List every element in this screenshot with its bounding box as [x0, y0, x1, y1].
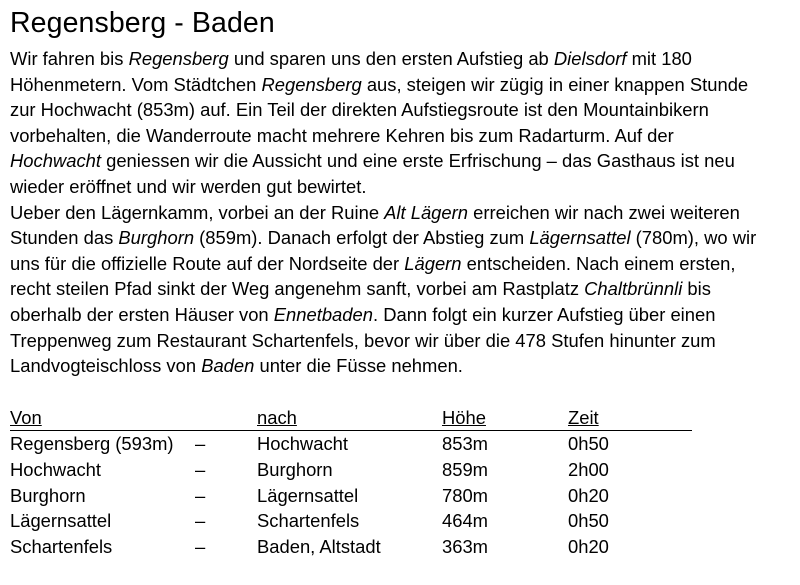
from-cell: Schartenfels — [10, 535, 113, 557]
paragraph-line — [10, 200, 786, 226]
italic-place-name: Baden — [201, 355, 255, 377]
altitude-cell: 363m — [442, 535, 489, 557]
header-von: Von — [10, 406, 42, 428]
text-segment: und sparen uns den ersten Aufstieg ab — [228, 48, 554, 69]
paragraph-line — [10, 123, 786, 149]
to-cell: Baden, Altstadt — [257, 535, 381, 557]
table-row — [10, 508, 692, 534]
paragraph-line — [10, 353, 786, 379]
page-title: Regensberg - Baden — [10, 7, 275, 39]
text-segment: vorbehalten, die Wanderroute macht mehrere Kehren bis zum Radarturm. Auf der — [10, 124, 674, 146]
italic-place-name: Regensberg — [261, 73, 362, 95]
table-row — [10, 534, 692, 560]
text-segment: bis — [682, 278, 711, 300]
time-cell: 0h50 — [568, 510, 609, 532]
to-cell: Burghorn — [257, 458, 333, 480]
text-segment: Wir fahren bis — [10, 48, 129, 69]
text-segment: entscheiden. Nach einem ersten, — [461, 252, 736, 274]
from-cell: Burghorn — [10, 484, 86, 506]
text-segment: Ueber den Lägernkamm, vorbei an der Ruine — [10, 201, 385, 223]
table-header-row — [10, 405, 692, 431]
dash-cell: – — [195, 535, 206, 557]
text-segment: zur Hochwacht (853m) auf. Ein Teil der direkten Aufstiegsroute ist den Mountainbikern — [10, 99, 709, 121]
table-row — [10, 431, 692, 457]
paragraph-line — [10, 72, 786, 98]
altitude-cell: 853m — [442, 433, 489, 455]
header-dash — [195, 405, 257, 431]
text-segment: mit 180 — [626, 48, 692, 69]
header-hoehe: Höhe — [442, 406, 486, 428]
altitude-cell: 780m — [442, 484, 489, 506]
italic-place-name: Chaltbrünnli — [584, 278, 683, 300]
dash-cell: – — [195, 433, 206, 455]
header-nach: nach — [257, 406, 297, 428]
dash-cell: – — [195, 484, 206, 506]
from-cell: Hochwacht — [10, 458, 101, 480]
paragraph-line — [10, 97, 786, 123]
from-cell: Lägernsattel — [10, 510, 112, 532]
text-segment: Stunden das — [10, 227, 119, 249]
text-segment: unter die Füsse nehmen. — [254, 355, 463, 377]
text-segment: Landvogteischloss von — [10, 355, 202, 377]
italic-place-name: Lägern — [404, 252, 462, 274]
italic-place-name: Regensberg — [128, 48, 229, 69]
text-segment: Treppenweg zum Restaurant Schartenfels, bevor wir über die 478 Stufen hinunter zum — [10, 329, 716, 351]
text-segment: Höhenmetern. Vom Städtchen — [10, 73, 262, 95]
italic-place-name: Dielsdorf — [553, 48, 627, 69]
text-segment: geniessen wir die Aussicht und eine erste Erfrischung – das Gasthaus ist neu — [100, 150, 735, 172]
italic-place-name: Ennetbaden — [273, 303, 373, 325]
altitude-cell: 464m — [442, 510, 489, 532]
paragraph-line — [10, 328, 786, 354]
time-cell: 0h20 — [568, 484, 609, 506]
text-segment: oberhalb der ersten Häuser von — [10, 303, 274, 325]
italic-place-name: Burghorn — [118, 227, 195, 249]
to-cell: Lägernsattel — [257, 484, 359, 506]
text-segment: (780m), wo wir — [630, 227, 757, 249]
text-segment: erreichen wir nach zwei weiteren — [468, 201, 740, 223]
text-segment: wieder eröffnet und wir werden gut bewirtet. — [10, 175, 367, 197]
to-cell: Hochwacht — [257, 433, 348, 455]
italic-place-name: Alt Lägern — [384, 201, 468, 223]
dash-cell: – — [195, 510, 206, 532]
paragraph-line — [10, 302, 786, 328]
dash-cell: – — [195, 458, 206, 480]
table-row — [10, 483, 692, 509]
italic-place-name: Hochwacht — [10, 150, 101, 172]
paragraph-line — [10, 251, 786, 277]
italic-place-name: Lägernsattel — [529, 227, 631, 249]
to-cell: Schartenfels — [257, 510, 360, 532]
text-segment: uns für die offizielle Route auf der Nordseite der — [10, 252, 405, 274]
from-cell: Regensberg (593m) — [10, 433, 174, 455]
text-segment: . Dann folgt ein kurzer Aufstieg über einen — [372, 303, 716, 325]
description-paragraph — [10, 46, 786, 379]
time-cell: 0h50 — [568, 433, 609, 455]
route-table — [10, 405, 692, 560]
altitude-cell: 859m — [442, 458, 489, 480]
time-cell: 0h20 — [568, 535, 609, 557]
table-row — [10, 457, 692, 483]
paragraph-line — [10, 174, 786, 200]
paragraph-line — [10, 148, 786, 174]
paragraph-line — [10, 46, 786, 72]
text-segment: aus, steigen wir zügig in einer knappen Stunde — [361, 73, 749, 95]
time-cell: 2h00 — [568, 458, 609, 480]
text-segment: recht steilen Pfad sinkt der Weg angenehm sanft, vorbei am Rastplatz — [10, 278, 585, 300]
header-zeit: Zeit — [568, 406, 599, 428]
paragraph-line — [10, 225, 786, 251]
text-segment: (859m). Danach erfolgt der Abstieg zum — [194, 227, 530, 249]
paragraph-line — [10, 276, 786, 302]
